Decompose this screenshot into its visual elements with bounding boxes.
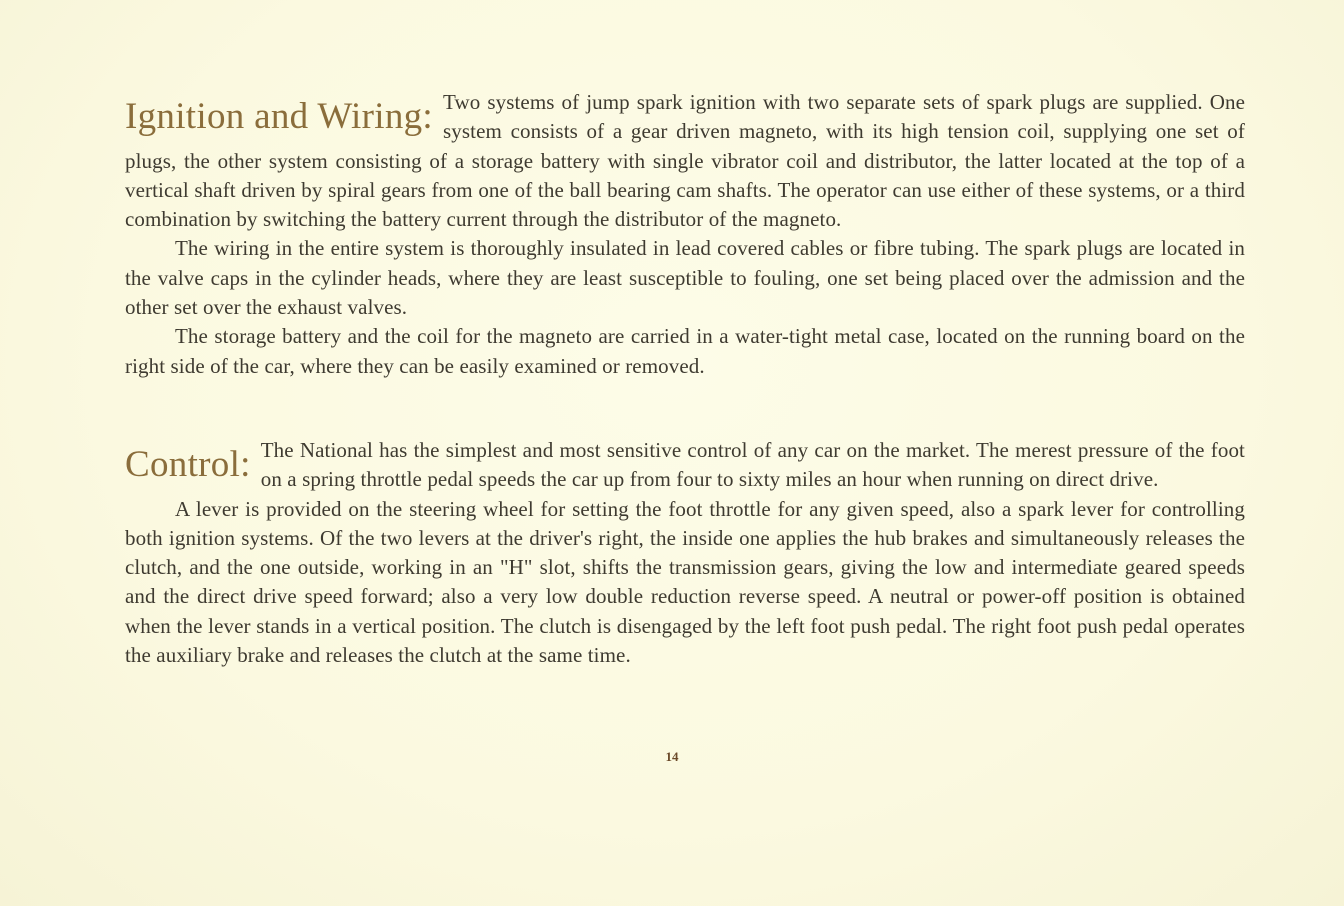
ignition-lead-paragraph: Two systems of jump spark ignition with two separate sets of spark plugs are supplied. One system consists of a gear driven magneto, with its high tension coil, supplying one set of plugs, the other system consisting of a storage battery with single vibrator coil and distributor, the latter located at the top of a vertical shaft driven by spiral gears from one of the ball bearing cam shafts. The operator can use either of these systems, or a third combination by switching the battery current through the distributor of the magneto. [125,90,1245,232]
ignition-paragraph-battery: The storage battery and the coil for the magneto are carried in a water-tight metal case, located on the running board on the right side of the car, where they can be easily examined or removed. [125,324,1245,378]
ignition-heading: Ignition and Wiring: [125,96,434,137]
page-number: 14 [665,749,679,764]
control-paragraph-levers: A lever is provided on the steering wheel for setting the foot throttle for any given speed, also a spark lever for controlling both ignition systems. Of the two levers at the driver's right, the inside one applies the hub brakes and simultaneously releases the clutch, and the one outside, working in an "H" slot, shifts the transmission gears, giving the low and intermediate geared speeds and the direct drive speed forward; also a very low double reduction reverse speed. A neutral or power-off position is obtained when the lever stands in a vertical position. The clutch is disengaged by the left foot push pedal. The right foot push pedal operates the auxiliary brake and releases the clutch at the same time. [125,496,1245,668]
control-lead-paragraph: The National has the simplest and most sensitive control of any car on the market. The merest pressure of the foot on a spring throttle pedal speeds the car up from four to sixty miles an hour when running on direct drive. [260,438,1245,492]
ignition-section [125,88,1245,381]
control-section [125,436,1245,670]
control-heading: Control: [125,444,251,485]
ignition-paragraph-wiring: The wiring in the entire system is thoroughly insulated in lead covered cables or fibre tubing. The spark plugs are located in the valve caps in the cylinder heads, where they are least susceptible to fouling, one set being placed over the admission and the other set over the exhaust valves. [125,236,1245,320]
